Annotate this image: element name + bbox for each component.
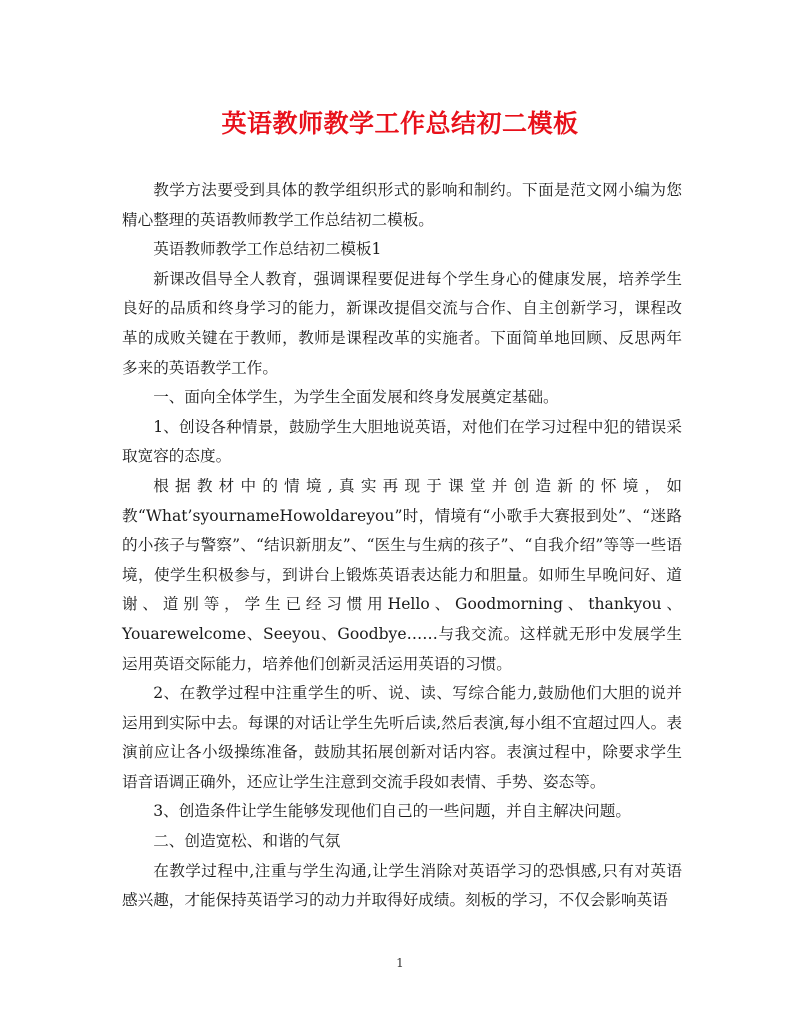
page-number: 1: [396, 956, 404, 970]
document-body: [122, 176, 682, 916]
paragraph-point-one: 一、面向全体学生，为学生全面发展和终身发展奠定基础。: [153, 388, 559, 407]
document-title: 英语教师教学工作总结初二模板: [221, 109, 579, 138]
paragraph-subpoint-2: 2、在教学过程中注重学生的听、说、读、写综合能力,鼓励他们大胆的说并运用到实际中去。每课的对话让学生先听后读,然后表演,每小组不宜超过四人。表演前应让各小级操练准备，鼓励其拓展创新对话内容。表演过程中，除要求学生语音语调正确外，还应让学生注意到交流手段如表情、手势、姿态等。: [122, 684, 682, 791]
paragraph-scenario-example: 根据教材中的情境,真实再现于课堂并创造新的怀境，如教“What’syournameHowoldareyou”时，情境有“小歌手大赛报到处”、“迷路的小孩子与警察”、“结识新朋友”、“医生与生病的孩子”、“自我介绍”等等一些语境，使学生积极参与，到讲台上锻炼英语表达能力和胆量。如师生早晚问好、道谢、道别等，学生已经习惯用Hello、Goodmorning、thankyou、Youarewelcome、Seeyou、Goodbye……与我交流。这样就无形中发展学生运用英语交际能力，培养他们创新灵活运用英语的习惯。: [122, 476, 682, 673]
paragraph-overview: 新课改倡导全人教育，强调课程要促进每个学生身心的健康发展，培养学生良好的品质和终身学习的能力，新课改提倡交流与合作、自主创新学习，课程改革的成败关键在于教师，教师是课程改革的实施者。下面简单地回顾、反思两年多来的英语教学工作。: [122, 269, 682, 377]
paragraph-intro: 教学方法要受到具体的教学组织形式的影响和制约。下面是范文网小编为您精心整理的英语教师教学工作总结初二模板。: [122, 181, 682, 229]
paragraph-subpoint-1: 1、创设各种情景，鼓励学生大胆地说英语，对他们在学习过程中犯的错误采取宽容的态度。: [122, 417, 682, 466]
paragraph-subpoint-3: 3、创造条件让学生能够发现他们自己的一些问题，并自主解决问题。: [153, 802, 631, 821]
paragraph-section-heading: 英语教师教学工作总结初二模板1: [153, 240, 382, 259]
paragraph-point-two: 二、创造宽松、和谐的气氛: [153, 832, 341, 851]
paragraph-atmosphere: 在教学过程中,注重与学生沟通,让学生消除对英语学习的恐惧感,只有对英语感兴趣，才能保持英语学习的动力并取得好成绩。刻板的学习，不仅会影响英语: [122, 861, 682, 910]
